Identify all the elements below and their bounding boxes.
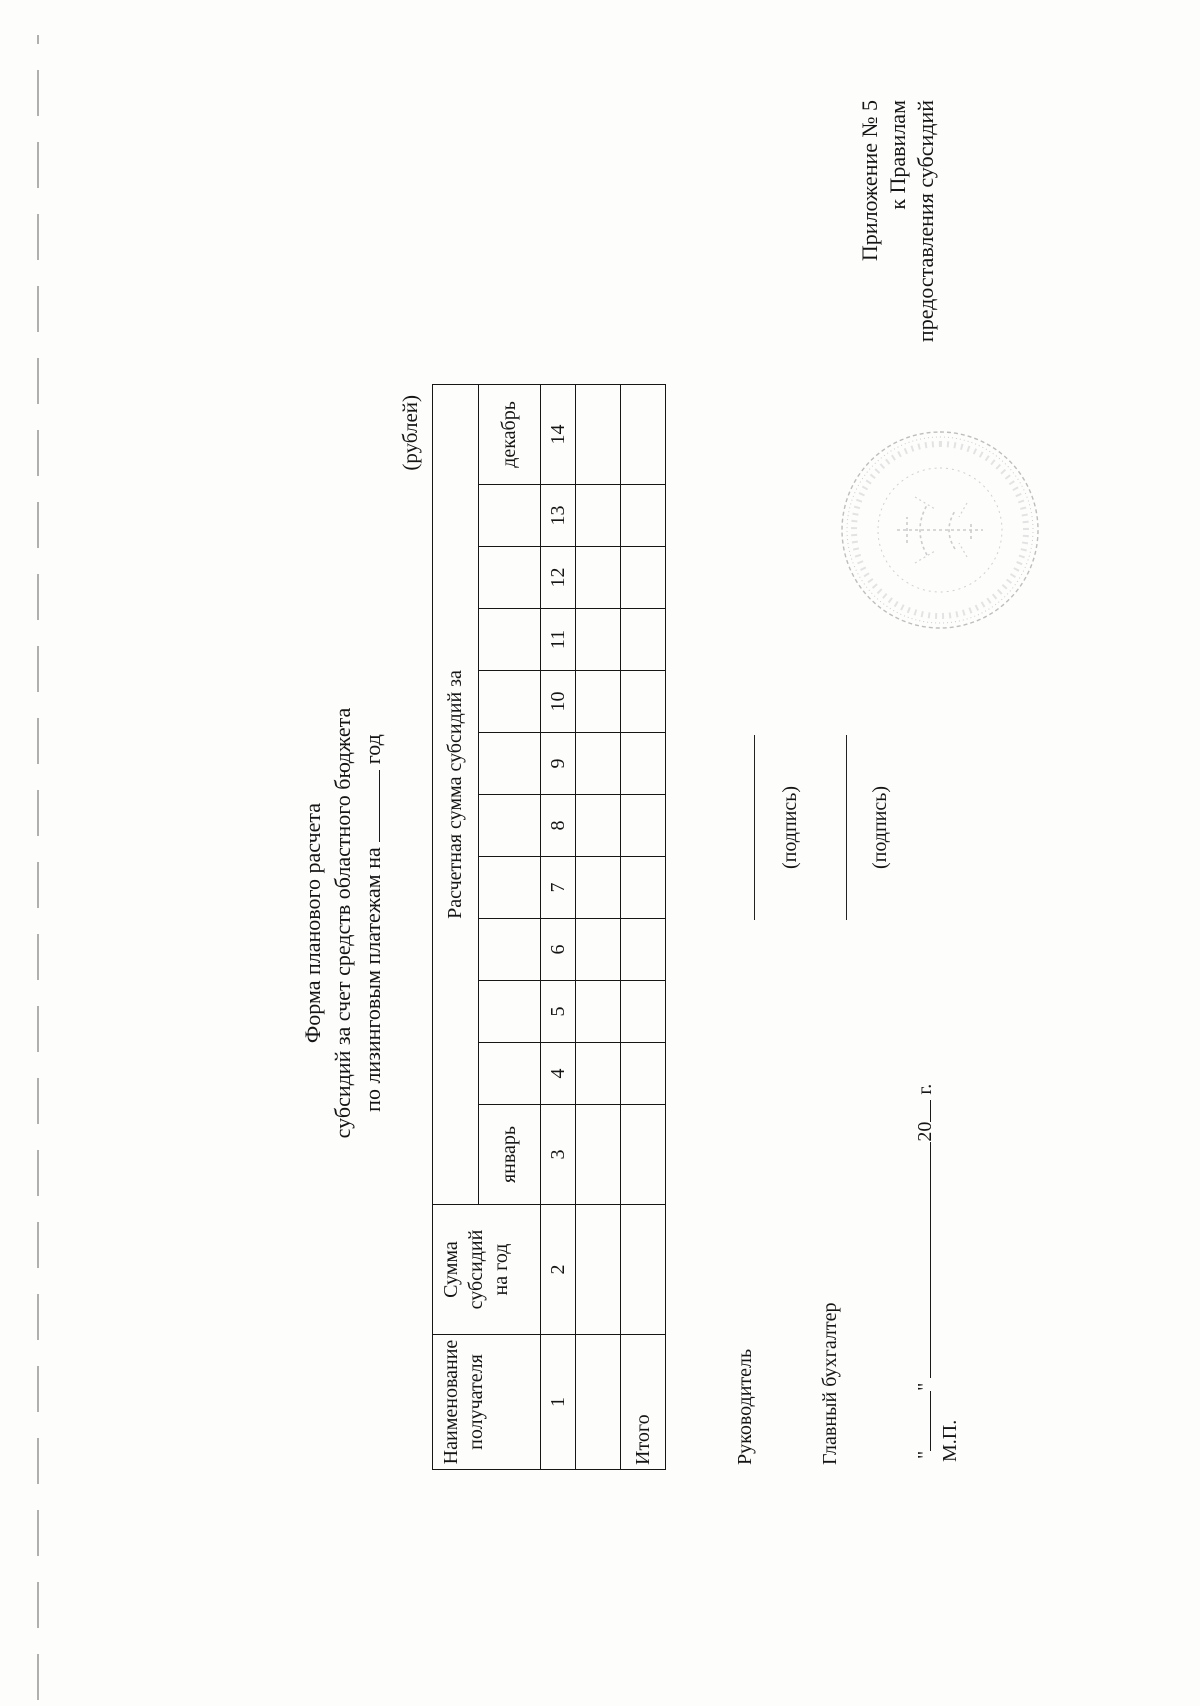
date-quote-close: " bbox=[914, 1382, 936, 1391]
head-label: Руководитель bbox=[734, 1348, 756, 1465]
table-cell bbox=[576, 733, 621, 795]
table-cell bbox=[576, 857, 621, 919]
month-cell bbox=[479, 795, 541, 857]
seal-place-label: М.П. bbox=[939, 1419, 961, 1462]
table-cell bbox=[621, 1205, 666, 1335]
table-cell bbox=[576, 1335, 621, 1470]
year-prefix: 20 bbox=[914, 1121, 936, 1142]
table-cell bbox=[621, 981, 666, 1043]
month-cell bbox=[479, 485, 541, 547]
table-cell bbox=[576, 1205, 621, 1335]
table-cell bbox=[621, 384, 666, 484]
title-line-3-suffix: год bbox=[360, 734, 385, 765]
column-number: 3 bbox=[541, 1105, 576, 1205]
table-cell bbox=[576, 919, 621, 981]
head-signature-caption: (подпись) bbox=[779, 785, 801, 870]
chief-accountant-signature-line bbox=[846, 735, 847, 920]
table-cell bbox=[576, 609, 621, 671]
column-number: 9 bbox=[541, 733, 576, 795]
column-number: 6 bbox=[541, 919, 576, 981]
year-suffix-blank-field bbox=[914, 1100, 931, 1122]
units-label: (рублей) bbox=[398, 395, 422, 471]
table-cell bbox=[621, 1105, 666, 1205]
column-number: 8 bbox=[541, 795, 576, 857]
chief-accountant-signature-caption: (подпись) bbox=[869, 785, 891, 870]
month-cell bbox=[479, 981, 541, 1043]
header-annual-sum-line: Сумма bbox=[440, 1241, 462, 1298]
scan-edge-marks bbox=[37, 35, 39, 1700]
month-december: декабрь bbox=[479, 384, 541, 484]
chief-accountant-label: Главный бухгалтер bbox=[819, 1302, 841, 1465]
column-number: 5 bbox=[541, 981, 576, 1043]
title-line-2: субсидий за счет средств областного бюджета bbox=[330, 707, 355, 1139]
header-annual-sum bbox=[433, 1205, 541, 1335]
annex-rules-name: предоставления субсидий bbox=[913, 100, 938, 343]
column-number: 10 bbox=[541, 671, 576, 733]
column-number: 2 bbox=[541, 1205, 576, 1335]
annex-number: Приложение № 5 bbox=[857, 100, 882, 262]
header-annual-sum-line: на год bbox=[490, 1243, 512, 1296]
table-cell bbox=[621, 609, 666, 671]
table-column-numbers-row bbox=[541, 384, 576, 1469]
table-cell bbox=[621, 547, 666, 609]
month-blank-field bbox=[914, 1142, 931, 1378]
official-stamp-icon bbox=[835, 425, 1045, 635]
month-cell bbox=[479, 857, 541, 919]
header-monthly-group: Расчетная сумма субсидий за bbox=[433, 384, 479, 1204]
annex-header bbox=[856, 100, 940, 342]
table-row bbox=[576, 384, 621, 1469]
header-recipient-line: Наименование bbox=[440, 1339, 462, 1465]
day-blank-field bbox=[914, 1391, 931, 1451]
table-cell bbox=[576, 547, 621, 609]
table-header-row bbox=[433, 384, 479, 1469]
table-cell bbox=[621, 795, 666, 857]
year-blank-field bbox=[361, 770, 380, 842]
total-label: Итого bbox=[621, 1335, 666, 1470]
table-cell bbox=[576, 671, 621, 733]
column-number: 1 bbox=[541, 1335, 576, 1470]
form-title bbox=[298, 623, 388, 1223]
header-annual-sum-line: субсидий bbox=[465, 1229, 487, 1310]
table-cell bbox=[576, 795, 621, 857]
month-cell bbox=[479, 733, 541, 795]
column-number: 4 bbox=[541, 1043, 576, 1105]
title-line-3-prefix: по лизинговым платежам на bbox=[360, 847, 385, 1112]
month-cell bbox=[479, 609, 541, 671]
table-cell bbox=[621, 733, 666, 795]
year-abbreviation: г. bbox=[914, 1083, 936, 1095]
table-cell bbox=[621, 485, 666, 547]
title-line-1: Форма планового расчета bbox=[300, 802, 325, 1044]
month-cell bbox=[479, 919, 541, 981]
title-line-3 bbox=[358, 623, 388, 1223]
table-cell bbox=[576, 1105, 621, 1205]
month-cell bbox=[479, 1043, 541, 1105]
annex-reference: к Правилам bbox=[885, 100, 910, 210]
column-number: 11 bbox=[541, 609, 576, 671]
column-number: 13 bbox=[541, 485, 576, 547]
table-cell bbox=[621, 857, 666, 919]
column-number: 7 bbox=[541, 857, 576, 919]
month-cell bbox=[479, 671, 541, 733]
header-recipient-line: получателя bbox=[465, 1354, 487, 1450]
table-cell bbox=[621, 1043, 666, 1105]
table-cell bbox=[621, 919, 666, 981]
date-line bbox=[913, 1084, 937, 1459]
table-cell bbox=[576, 384, 621, 484]
month-cell bbox=[479, 547, 541, 609]
table-cell bbox=[621, 671, 666, 733]
header-recipient-name bbox=[433, 1335, 541, 1470]
column-number: 14 bbox=[541, 384, 576, 484]
subsidy-calculation-table bbox=[432, 384, 666, 1470]
head-signature-line bbox=[754, 735, 755, 920]
month-january: январь bbox=[479, 1105, 541, 1205]
table-cell bbox=[576, 981, 621, 1043]
table-cell bbox=[576, 1043, 621, 1105]
column-number: 12 bbox=[541, 547, 576, 609]
date-quote-open: " bbox=[914, 1450, 936, 1459]
table-cell bbox=[576, 485, 621, 547]
table-total-row bbox=[621, 384, 666, 1469]
